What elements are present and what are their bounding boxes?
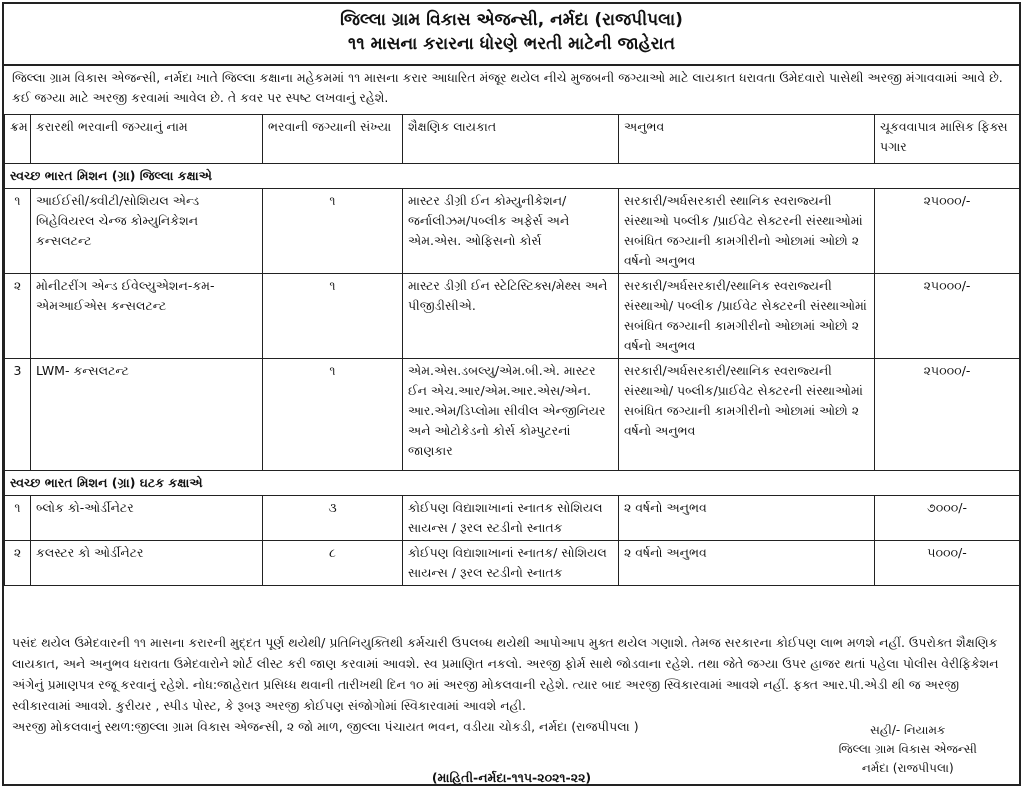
vacancy-table (4, 114, 1020, 586)
row-post: મોનીટરીંગ એન્ડ ઈવેલ્યુએશન-કમ-એમઆઈએસ કન્સલટન્ટ (31, 274, 263, 359)
row-num: ૧ (5, 496, 31, 541)
row-num: ૧ (5, 189, 31, 274)
table-header-row (5, 115, 1020, 164)
row-count: ૮ (263, 541, 403, 586)
row-num: ૨ (5, 274, 31, 359)
table-row (5, 274, 1020, 359)
row-salary: ૫૦૦૦/- (875, 541, 1020, 586)
header-num: ક્રમ (5, 115, 31, 164)
row-salary: ૭૦૦૦/- (875, 496, 1020, 541)
title-divider (4, 64, 1019, 66)
header-qualification: શૈક્ષણિક લાયકાત (403, 115, 619, 164)
row-post: આઈઈસી/ક્વીટી/સોશિયલ એન્ડ બિહેવિયરલ ચેન્જ કોમ્યુનિકેશન કન્સલટન્ટ (31, 189, 263, 274)
page-title: જિલ્લા ગ્રામ વિકાસ એજન્સી, નર્મદા (રાજપીપલા) (340, 10, 683, 30)
row-experience: સરકારી/અર્ધસરકારી સ્થાનિક સ્વરાજ્યની સંસ્થાઓ પબ્લીક /પ્રાઈવેટ સેક્ટરની સંસ્થાઓમાં સબંધિત જગ્યાની કામગીરીનો ઓછામાં ઓછો ૨ વર્ષનો અનુભવ (619, 189, 875, 274)
section-title: સ્વચ્છ ભારત મિશન (ગ્રા) ઘટક કક્ષાએ (5, 471, 1020, 496)
footer-address: અરજી મોકલવાનું સ્થળ:જીલ્લા ગ્રામ વિકાસ એજન્સી, ૨ જો માળ, જીલ્લા પંચાયત ભવન, વડીયા ચોકડી, નર્મદા (રાજપીપલા ) (12, 719, 639, 734)
row-qualification: એમ.એસ.ડબલ્યુ/એમ.બી.એ. માસ્ટર ઈન એચ.આર/એમ.આર.એસ/એન. આર.એમ/ડિપ્લોમા સીવીલ એન્જીનિયર અને ઓટોકેડનો કોર્સ કોમ્પુટરનાં જાણકાર (403, 359, 619, 471)
row-salary: ૨૫૦૦૦/- (875, 359, 1020, 471)
section-row (5, 164, 1020, 189)
section-row (5, 471, 1020, 496)
header-experience: અનુભવ (619, 115, 875, 164)
row-experience: સરકારી/અર્ધસરકારી/સ્થાનિક સ્વરાજ્યની સંસ્થાઓ/ પબ્લીક /પ્રાઈવેટ સેક્ટરની સંસ્થાઓમાં સબંધિત જગ્યાની કામગીરીનો ઓછામાં ઓછો ૨ વર્ષનો અનુભવ (619, 274, 875, 359)
signature-line-2: જિલ્લા ગ્રામ વિકાસ એજન્સી (838, 742, 977, 756)
row-qualification: માસ્ટર ડીગ્રી ઈન સ્ટેટિસ્ટિક્સ/મેથ્સ અને પીજીડીસીએ. (403, 274, 619, 359)
reference-number: (માહિતી-નર્મદા-૧૧૫-૨૦૨૧-૨૨) (431, 770, 592, 785)
row-count: ૧ (263, 274, 403, 359)
table-row (5, 541, 1020, 586)
footer-terms: પસંદ થયેલ ઉમેદવારની ૧૧ માસના કરારની મુદ્દત પૂર્ણ થયેથી/ પ્રતિનિયુક્તિથી કર્મચારી ઉપલબ્ધ થયેથી આપોઆપ મુક્ત થયેલ ગણાશે. તેમજ સરકારના કોઈપણ લાભ મળશે નહીં. ઉપરોક્ત શૈક્ષણિક લાયકાત, અને અનુભવ ધરાવતા ઉમેદવારોને શોર્ટ લીસ્ટ કરી જાણ કરવામાં આવશે. સ્વ પ્રમાણિત નકલો. અરજી ફોર્મ સાથે જોડવાના રહેશે. તથા જેતે જગ્યા ઉપર હાજર થતાં પહેલા પોલીસ વેરીફિકેશન અંગેનું પ્રમાણપત્ર રજૂ કરવાનું રહેશે. નોધ:જાહેરાત પ્રસિધ્ધ થવાની તારીખથી દિન ૧૦ માં અરજી મોકલવાની રહેશે. ત્યાર બાદ અરજી સ્વિકારવામાં આવશે નહીં. ફક્ત આર.પી.એડી થી જ અરજી સ્વીકારવામાં આવશે. કુરીયર , સ્પીડ પોસ્ટ, કે રૂબરૂ અરજી કોઈપણ સંજોગોમાં સ્વિકારવામાં આવશે નહી. (12, 635, 999, 713)
section-title: સ્વચ્છ ભારત મિશન (ગ્રા) જિલ્લા કક્ષાએ (5, 164, 1020, 189)
header-count: ભરવાની જગ્યાની સંખ્યા (263, 115, 403, 164)
row-post: બ્લોક કો-ઓર્ડીનેટર (31, 496, 263, 541)
row-experience: સરકારી/અર્ધસરકારી/સ્થાનિક સ્વરાજ્યની સંસ્થાઓ/ પબ્લીક/પ્રાઈવેટ સેક્ટરની સંસ્થાઓમાં સબંધિત જગ્યાની કામગીરીનો ઓછામાં ઓછો ૨ વર્ષનો અનુભવ (619, 359, 875, 471)
row-num: ૨ (5, 541, 31, 586)
signature-line-1: સહી/- નિયામક (870, 723, 946, 737)
intro-paragraph: જિલ્લા ગ્રામ વિકાસ એજન્સી, નર્મદા ખાતે જિલ્લા કક્ષાના મહેકમમાં ૧૧ માસના કરાર આધારિત મંજૂર થયેલ નીચે મુજબની જગ્યાઓ માટે લાયકાત ધરાવતા ઉમેદવારો પાસેથી અરજી મંગાવવામાં આવે છે. કઈ જગ્યા માટે અરજી કરવામાં આવેલ છે. તે કવર પર સ્પષ્ટ લખવાનું રહેશે. (12, 70, 1003, 105)
row-count: ૩ (263, 496, 403, 541)
row-salary: ૨૫૦૦૦/- (875, 274, 1020, 359)
row-post: LWM- કન્સલટન્ટ (31, 359, 263, 471)
row-qualification: કોઈપણ વિદ્યાશાખાનાં સ્નાતક/ સોશિયલ સાયન્સ / રૂરલ સ્ટડીનો સ્નાતક (403, 541, 619, 586)
row-experience: ૨ વર્ષનો અનુભવ (619, 541, 875, 586)
row-post: કલસ્ટર કો ઓર્ડીનેટર (31, 541, 263, 586)
table-row (5, 496, 1020, 541)
row-experience: ૨ વર્ષનો અનુભવ (619, 496, 875, 541)
page-subtitle: ૧૧ માસના કરારના ધોરણે ભરતી માટેની જાહેરાત (347, 34, 675, 54)
signature-line-3: નર્મદા (રાજપીપલા) (861, 761, 954, 775)
row-qualification: કોઈપણ વિદ્યાશાખાનાં સ્નાતક સોશિયલ સાયન્સ / રૂરલ સ્ટડીનો સ્નાતક (403, 496, 619, 541)
advertisement-frame (2, 2, 1021, 786)
row-salary: ૨૫૦૦૦/- (875, 189, 1020, 274)
table-row (5, 359, 1020, 471)
row-count: ૧ (263, 359, 403, 471)
row-qualification: માસ્ટર ડીગ્રી ઈન કોમ્યુનીકેશન/ જર્નાલીઝમ/પબ્લીક અફેર્સ અને એમ.એસ. ઓફિસનો કોર્સ (403, 189, 619, 274)
header-post: કરારથી ભરવાની જગ્યાનું નામ (31, 115, 263, 164)
row-num: 3 (5, 359, 31, 471)
row-count: ૧ (263, 189, 403, 274)
title-block (4, 8, 1019, 56)
table-row (5, 189, 1020, 274)
header-salary: ચૂકવવાપાત્ર માસિક ફિક્સ પગાર (875, 115, 1020, 164)
